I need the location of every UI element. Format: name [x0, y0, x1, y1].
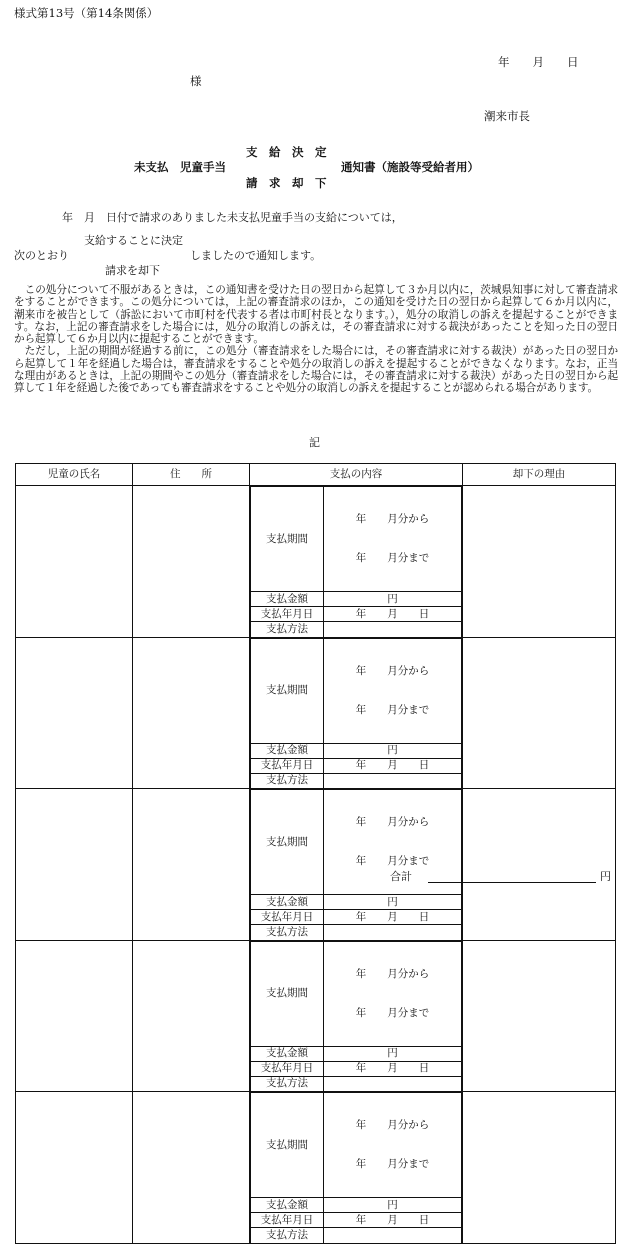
- amount-label: 支払金額: [251, 1046, 324, 1061]
- method-value[interactable]: [324, 622, 462, 637]
- form-number: 様式第13号（第14条関係）: [14, 6, 159, 20]
- period-to: 年 月分まで: [355, 1006, 430, 1019]
- payment-detail: [250, 789, 462, 940]
- rejection-reason-cell[interactable]: [463, 486, 616, 638]
- period-from: 年 月分から: [355, 664, 430, 677]
- date-value[interactable]: [324, 607, 462, 622]
- header-address: 住 所: [133, 464, 250, 486]
- method-value[interactable]: [324, 773, 462, 788]
- table-row: [16, 789, 616, 941]
- method-label: 支払方法: [251, 925, 324, 940]
- amount-label: 支払金額: [251, 1198, 324, 1213]
- period-label: 支払期間: [251, 638, 324, 743]
- decision-suffix: しましたので通知します。: [190, 249, 322, 262]
- amount-unit: 円: [387, 1047, 398, 1059]
- child-name-cell[interactable]: [16, 486, 133, 638]
- rejection-reason-cell[interactable]: [463, 1092, 616, 1244]
- payment-date: 年 月 日: [355, 1213, 430, 1226]
- period-to: 年 月分まで: [355, 855, 430, 867]
- period-value[interactable]: [324, 638, 462, 743]
- period-to: 年 月分まで: [355, 552, 430, 564]
- header-child-name: 児童の氏名: [16, 464, 133, 486]
- period-from: 年 月分から: [355, 816, 430, 828]
- appeal-paragraph-1: この処分について不服があるときは，この通知書を受けた日の翌日から起算して３か月以内に，茨城県知事に対して審査請求をすることができます。この処分については，上記の審査請求のほか，この通知を受けた日の翌日から起算して６か月以内に，潮来市を被告として（訴訟において市町村を代表する者は市町村長となります。），処分の取消しの訴えを提起することができます。なお，上記の審査請求をした場合には，処分の取消しの訴えは，その審査請求に対する裁決があったことを知った日の翌日から起算して６か月以内に提起することができます。: [14, 284, 618, 346]
- total-amount-line: [428, 882, 596, 883]
- payment-content-cell: [250, 637, 463, 789]
- method-label: 支払方法: [251, 1228, 324, 1243]
- title-decision: 支 給 決 定: [246, 145, 327, 159]
- date-value[interactable]: [324, 1213, 462, 1228]
- header-rejection-reason: 却下の理由: [463, 464, 616, 486]
- amount-unit: 円: [387, 592, 398, 605]
- appeal-paragraph-2: ただし，上記の期間が経過する前に，この処分（審査請求をした場合には，その審査請求に対する裁決）があった日の翌日から起算して１年を経過した場合は，審査請求をすることや処分の取消しの訴えを提起することができなくなります。なお，正当な理由があるときは，上記の期間やこの処分（審査請求をした場合には，その審査請求に対する裁決）があった日の翌日から起算して１年を経過した後であっても審査請求をすることや処分の取消しの訴えを提起することが認められる場合があります。: [14, 345, 618, 395]
- payment-content-cell: [250, 789, 463, 941]
- amount-label: 支払金額: [251, 743, 324, 758]
- address-cell[interactable]: [133, 486, 250, 638]
- payment-content-cell: [250, 486, 463, 638]
- date-label: 支払年月日: [251, 910, 324, 925]
- date-value[interactable]: [324, 910, 462, 925]
- period-label: 支払期間: [251, 1093, 324, 1198]
- method-label: 支払方法: [251, 622, 324, 637]
- method-label: 支払方法: [251, 1076, 324, 1091]
- table-row: [16, 637, 616, 789]
- payment-content-cell: [250, 1092, 463, 1244]
- payment-content-cell: [250, 940, 463, 1092]
- period-to: 年 月分まで: [355, 703, 430, 716]
- rejection-reason-cell[interactable]: [463, 637, 616, 789]
- amount-unit: 円: [387, 744, 398, 756]
- decision-reject: 請求を却下: [105, 264, 160, 277]
- payment-detail: [250, 941, 462, 1092]
- period-value[interactable]: [324, 487, 462, 592]
- total-unit: 円: [600, 870, 611, 883]
- date-line: 年 月 日: [498, 55, 579, 69]
- amount-value[interactable]: [324, 1046, 462, 1061]
- total-label: 合計: [390, 870, 412, 883]
- rejection-reason-cell[interactable]: [463, 789, 616, 941]
- ki-mark: 記: [309, 436, 320, 449]
- child-name-cell[interactable]: [16, 789, 133, 941]
- amount-value[interactable]: [324, 1198, 462, 1213]
- method-value[interactable]: [324, 1228, 462, 1243]
- amount-value[interactable]: [324, 592, 462, 607]
- address-cell[interactable]: [133, 789, 250, 941]
- address-cell[interactable]: [133, 940, 250, 1092]
- table-header-row: [16, 464, 616, 486]
- date-label: 支払年月日: [251, 1213, 324, 1228]
- period-from: 年 月分から: [355, 513, 430, 525]
- payment-detail: [250, 486, 462, 637]
- addressee-suffix: 様: [190, 74, 202, 88]
- intro-text: 年 月 日付で請求のありました未支払児童手当の支給については，: [62, 211, 403, 224]
- title-rejection: 請 求 却 下: [246, 176, 327, 190]
- child-name-cell[interactable]: [16, 637, 133, 789]
- payment-detail: [250, 638, 462, 789]
- date-label: 支払年月日: [251, 607, 324, 622]
- address-cell[interactable]: [133, 1092, 250, 1244]
- payment-date: 年 月 日: [355, 759, 430, 771]
- amount-label: 支払金額: [251, 895, 324, 910]
- payment-detail: [250, 1092, 462, 1243]
- date-value[interactable]: [324, 758, 462, 773]
- amount-value[interactable]: [324, 895, 462, 910]
- date-label: 支払年月日: [251, 758, 324, 773]
- table-row: [16, 1092, 616, 1244]
- table-row: [16, 486, 616, 638]
- payment-table: [15, 463, 616, 1244]
- period-value[interactable]: [324, 941, 462, 1046]
- period-from: 年 月分から: [355, 1119, 430, 1131]
- amount-value[interactable]: [324, 743, 462, 758]
- method-label: 支払方法: [251, 773, 324, 788]
- period-to: 年 月分まで: [355, 1158, 430, 1170]
- payment-date: 年 月 日: [355, 910, 430, 923]
- amount-unit: 円: [387, 1198, 398, 1211]
- payment-date: 年 月 日: [355, 607, 430, 620]
- child-name-cell[interactable]: [16, 1092, 133, 1244]
- appeal-notice: [14, 284, 618, 395]
- address-cell[interactable]: [133, 637, 250, 789]
- table-row: [16, 940, 616, 1092]
- period-label: 支払期間: [251, 941, 324, 1046]
- payment-date: 年 月 日: [355, 1062, 430, 1074]
- date-value[interactable]: [324, 1061, 462, 1076]
- amount-label: 支払金額: [251, 592, 324, 607]
- period-value[interactable]: [324, 1093, 462, 1198]
- method-value[interactable]: [324, 925, 462, 940]
- child-name-cell[interactable]: [16, 940, 133, 1092]
- decision-approve: 支給することに決定: [84, 234, 183, 247]
- header-payment-content: 支払の内容: [250, 464, 463, 486]
- issuer: 潮来市長: [484, 109, 530, 123]
- period-from: 年 月分から: [355, 967, 430, 980]
- rejection-reason-cell[interactable]: [463, 940, 616, 1092]
- period-label: 支払期間: [251, 487, 324, 592]
- decision-prefix: 次のとおり: [14, 249, 69, 262]
- method-value[interactable]: [324, 1076, 462, 1091]
- period-label: 支払期間: [251, 790, 324, 895]
- title-prefix: 未支払 児童手当: [134, 160, 226, 174]
- amount-unit: 円: [387, 895, 398, 908]
- date-label: 支払年月日: [251, 1061, 324, 1076]
- title-suffix: 通知書（施設等受給者用）: [341, 160, 479, 174]
